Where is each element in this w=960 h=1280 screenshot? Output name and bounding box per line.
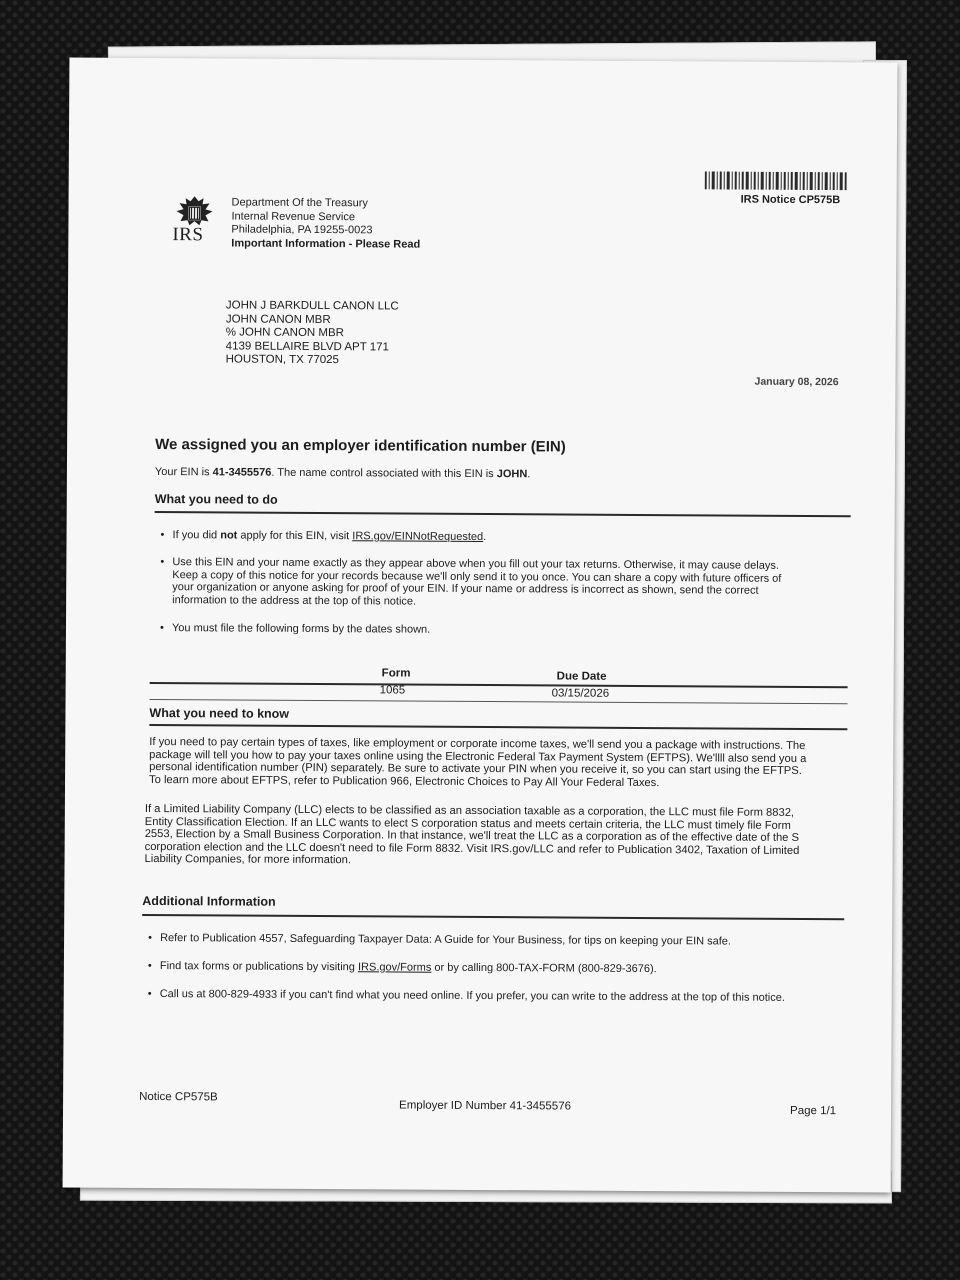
paragraph-line: Entity Classification Election. If an LLC wants to elect S corporation status and meets certain criteria, the LLC must timely file Form bbox=[144, 815, 791, 832]
address-line: HOUSTON, TX 77025 bbox=[225, 353, 339, 367]
bullet-file-forms bbox=[160, 622, 430, 636]
section-heading-what-to-know: What you need to know bbox=[149, 705, 290, 721]
paragraph-line: If you need to pay certain types of taxes, like employment or corporate income taxes, we'll send you a package with instructions. The bbox=[149, 735, 806, 752]
paragraph-line: personal identification number (PIN) separately. Be sure to activate your PIN when you receive it, so you can start using the EFTPS. bbox=[149, 760, 802, 777]
bullet-dot: • bbox=[147, 959, 152, 973]
table-cell-form: 1065 bbox=[379, 684, 406, 697]
bullet-text: or by calling 800-TAX-FORM (800-829-3676). bbox=[431, 961, 657, 976]
bullet-line: information to the address at the top of this notice. bbox=[172, 593, 417, 608]
footer-employer-id: Employer ID Number 41-3455576 bbox=[399, 1099, 572, 1113]
bullet-use-ein bbox=[160, 556, 781, 610]
section-divider bbox=[142, 914, 844, 920]
bullet-dot: • bbox=[160, 556, 165, 569]
section-divider bbox=[149, 724, 847, 730]
irs-forms-link[interactable]: IRS.gov/Forms bbox=[357, 961, 432, 974]
irs-notice-page bbox=[63, 57, 898, 1192]
important-information-label: Important Information - Please Read bbox=[231, 236, 421, 251]
notice-date: January 08, 2026 bbox=[754, 375, 839, 389]
table-header-due-date: Due Date bbox=[556, 670, 607, 683]
section-heading-what-to-do: What you need to do bbox=[154, 492, 278, 507]
table-rule bbox=[150, 682, 848, 688]
section-divider bbox=[155, 511, 851, 517]
address-line: JOHN J BARKDULL CANON LLC bbox=[225, 299, 399, 313]
bullet-text: Refer to Publication 4557, Safeguarding Taxpayer Data: A Guide for Your Business, for tips on keeping your EIN safe. bbox=[160, 932, 732, 948]
barcode bbox=[705, 171, 847, 190]
bullet-text: apply for this EIN, visit bbox=[237, 529, 353, 543]
bullet-dot: • bbox=[160, 529, 165, 542]
table-header-form: Form bbox=[381, 667, 411, 680]
paragraph-llc bbox=[145, 803, 800, 869]
bullet-publication-4557 bbox=[148, 932, 731, 948]
agency-line: Internal Revenue Service bbox=[231, 209, 356, 223]
name-control-value: JOHN bbox=[496, 468, 528, 481]
ein-prefix: Your EIN is bbox=[154, 466, 213, 479]
paragraph-line: To learn more about EFTPS, refer to Publication 966, Electronic Choices to Pay All Your Federal Taxes. bbox=[149, 773, 660, 789]
bullet-line: your organization or anyone asking for proof of your EIN. If your name or address is incorrect as shown, send the correct bbox=[172, 581, 759, 597]
agency-line: Philadelphia, PA 19255-0023 bbox=[231, 223, 373, 237]
table-rule bbox=[150, 699, 848, 704]
address-line: % JOHN CANON MBR bbox=[225, 326, 345, 340]
paragraph-line: package will tell you how to pay your taxes online using the Electronic Federal Tax Payment System (EFTPS). We'llll also send you a bbox=[149, 748, 807, 765]
agency-address-block bbox=[231, 196, 420, 251]
paragraph-line: 2553, Election by a Small Business Corporation. In that instance, we'll treat the LLC as a corporation as of the effective date of the S bbox=[144, 827, 800, 844]
paragraph-eftps bbox=[149, 736, 806, 790]
paragraph-line: corporation election and the LLC doesn't need to file Form 8832. Visit IRS.gov/LLC and refer to Publication 3402, Taxation of Limited bbox=[144, 840, 800, 857]
bullet-dot: • bbox=[148, 931, 152, 945]
bullet-line: Use this EIN and your name exactly as they appear above when you fill out your tax returns. Otherwise, it may cause delays. bbox=[172, 556, 779, 572]
bullet-emphasis: not bbox=[220, 529, 238, 542]
recipient-address bbox=[226, 299, 399, 368]
bullet-text: . bbox=[483, 531, 487, 544]
ein-suffix: . bbox=[527, 468, 531, 481]
address-line: 4139 BELLAIRE BLVD APT 171 bbox=[225, 339, 389, 353]
table-cell-due-date: 03/15/2026 bbox=[551, 687, 610, 700]
irs-logo-text: IRS bbox=[172, 224, 204, 246]
bullet-tax-forms bbox=[148, 960, 657, 976]
bullet-text: You must file the following forms by the dates shown. bbox=[171, 622, 431, 636]
notice-id-top: IRS Notice CP575B bbox=[740, 193, 841, 207]
paragraph-line: Liability Companies, for more information. bbox=[144, 852, 352, 867]
ein-middle: . The name control associated with this EIN is bbox=[271, 466, 497, 481]
page-title: We assigned you an employer identification number (EIN) bbox=[155, 436, 566, 456]
agency-line: Department Of the Treasury bbox=[231, 196, 368, 210]
bullet-text: Call us at 800-829-4933 if you can't find what you need online. If you prefer, you can write to the address at the top of this notice. bbox=[159, 988, 785, 1004]
footer-page-number: Page 1/1 bbox=[790, 1104, 837, 1118]
bullet-line: Keep a copy of this notice for your records because we'll only send it to you once. You can share a copy with future officers of bbox=[172, 568, 782, 585]
section-heading-additional-info: Additional Information bbox=[142, 893, 276, 909]
bullet-text: If you did bbox=[172, 529, 221, 542]
ein-not-requested-link[interactable]: IRS.gov/EINNotRequested bbox=[352, 530, 484, 544]
address-line: JOHN CANON MBR bbox=[225, 312, 331, 326]
paragraph-line: If a Limited Liability Company (LLC) elects to be classified as an association taxable as a corporation, the LLC must file Form 8832, bbox=[144, 802, 795, 819]
footer-notice-id: Notice CP575B bbox=[139, 1090, 218, 1104]
bullet-dot: • bbox=[147, 987, 152, 1001]
ein-value: 41-3455576 bbox=[212, 466, 272, 479]
bullet-not-applied bbox=[161, 529, 487, 543]
bullet-call-us bbox=[148, 988, 785, 1004]
ein-sentence bbox=[155, 466, 531, 480]
bullet-text: Find tax forms or publications by visiting bbox=[159, 960, 359, 974]
bullet-dot: • bbox=[159, 622, 164, 635]
